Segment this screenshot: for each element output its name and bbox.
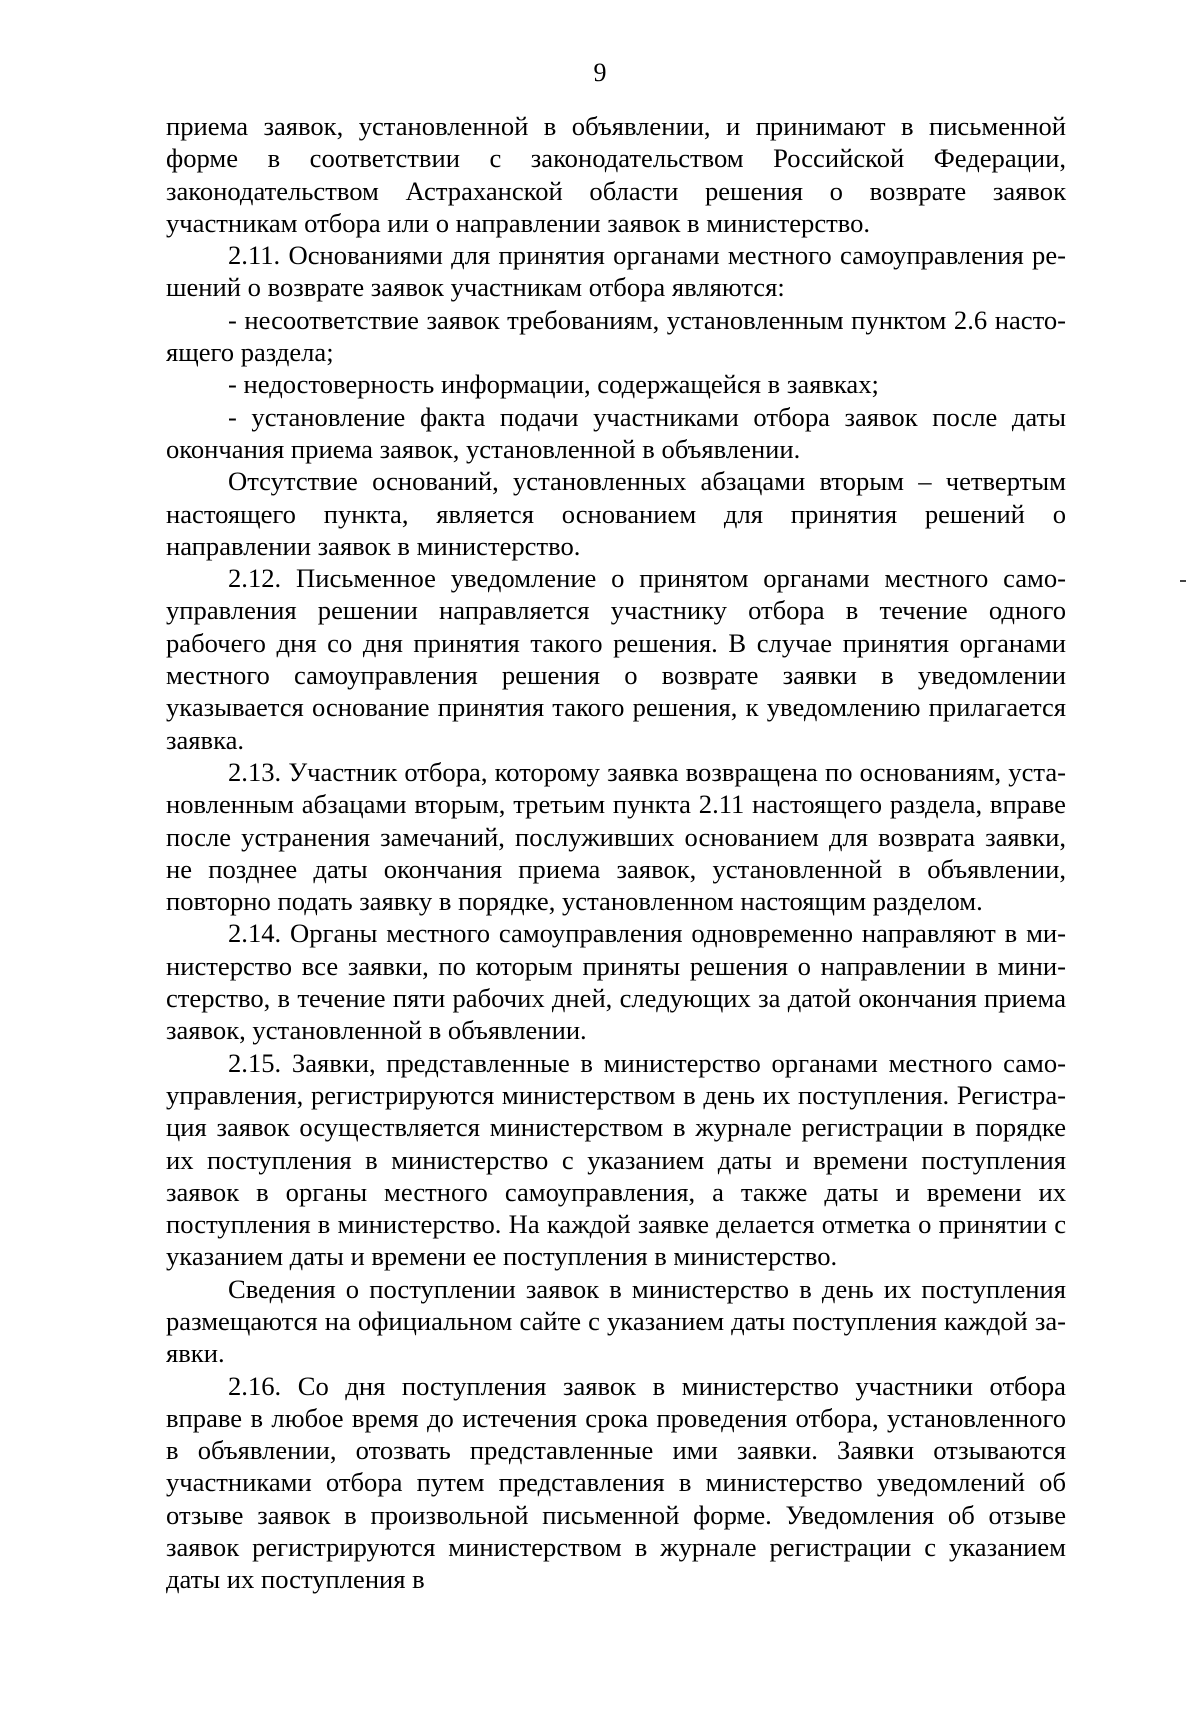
paragraph-2-14: 2.14. Органы местного самоуправления одновременно направляют в министерство все заявки, по которым приняты решения о направлении в министерство, в течение пяти рабочих дней, следующих за датой окончания приема заявок, установленной в объявлении. <box>166 918 1066 1046</box>
paragraph-absence-of-grounds: Отсутствие оснований, установленных абзацами вторым – четвертым настоящего пункта, является основанием для принятия решений о направлении заявок в министерство. <box>166 466 1066 561</box>
paragraph-2-15: 2.15. Заявки, представленные в министерство органами местного самоуправления, регистрируются министерством в день их поступления. Регистрация заявок осуществляется министерством в журнале регистрации в порядке их поступления в министерство с указанием даты и времени поступления заявок в органы местного самоуправления, а также даты и времени их поступления в министерство. На каждой заявке делается отметка о принятии с указанием даты и времени ее поступления в министерство. <box>166 1047 1066 1272</box>
list-item-unreliability: - недостоверность информации, содержащейся в заявках; <box>228 369 879 400</box>
paragraph-publication: Сведения о поступлении заявок в министерство в день их поступления размещаются на официальном сайте с указанием даты поступления каждой заявки. <box>166 1273 1066 1369</box>
paragraph-continuation: приема заявок, установленной в объявлении, и принимают в письменной форме в соответствии с законодательством Российской Федерации, законодательством Астраханской области решения о возврате заявок участникам отбора или о направлении заявок в министерство. <box>166 111 1066 238</box>
page-number: 9 <box>593 58 607 87</box>
paragraph-2-16: 2.16. Со дня поступления заявок в министерство участники отбора вправе в любое время до истечения срока проведения отбора, установленного в объявлении, отозвать представленные ими заявки. Заявки отзываются участниками отбора путем представления в министерство уведомлений об отзыве заявок в произвольной письменной форме. Уведомления об отзыве заявок регистрируются министерством в журнале регистрации с указанием даты их поступления в <box>166 1370 1066 1595</box>
paragraph-2-12: 2.12. Письменное уведомление о принятом органами местного самоуправления решении направляется участнику отбора в течение одного рабочего дня со дня принятия такого решения. В случае принятия органами местного самоуправления решения о возврате заявки в уведомлении указывается основание принятия такого решения, к уведомлению прилагается заявка. <box>166 563 1066 755</box>
paragraph-2-13: 2.13. Участник отбора, которому заявка возвращена по основаниям, установленным абзацами вторым, третьим пункта 2.11 настоящего раздела, вправе после устранения замечаний, послуживших основанием для возврата заявки, не позднее даты окончания приема заявок, установленной в объявлении, повторно подать заявку в порядке, установленном настоящим разделом. <box>166 756 1066 917</box>
list-item-late-submission: - установление факта подачи участниками отбора заявок после даты окончания приема заявок, установленной в объявлении. <box>166 401 1066 464</box>
scan-artifact <box>1180 580 1186 582</box>
paragraph-2-11: 2.11. Основаниями для принятия органами местного самоуправления решений о возврате заявок участникам отбора являются: <box>166 240 1066 303</box>
list-item-mismatch: - несоответствие заявок требованиям, установленным пунктом 2.6 настоящего раздела; <box>166 304 1066 368</box>
document-body <box>166 110 1066 1596</box>
